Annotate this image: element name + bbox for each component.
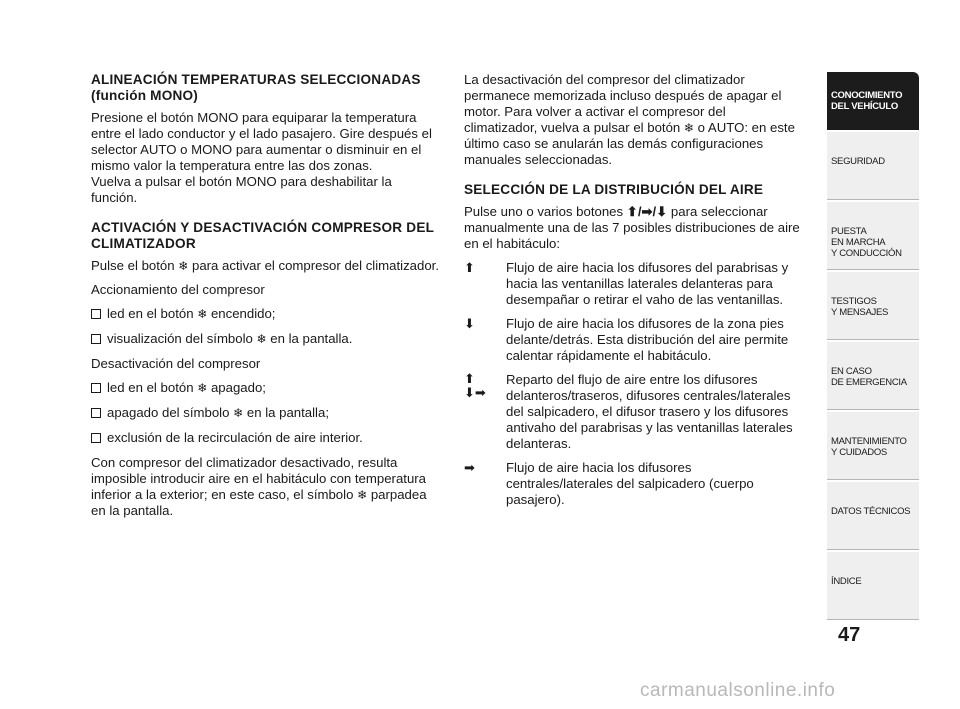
deactivation-label: Desactivación del compresor <box>91 356 261 371</box>
select-after: para seleccionar manualmente una de las 7 posibles distribuciones de aire en el habitáculo: <box>464 204 800 251</box>
chapter-sidebar <box>827 72 919 622</box>
tab-label: TESTIGOS Y MENSAJES <box>831 296 889 318</box>
checkbox-bullet-icon <box>91 383 101 393</box>
intro-before: La desactivación del compresor del climatizador permanece memorizada incluso después de apagar el motor. Para volver a activar el compresor del climatizador, vuelva a pulsar el botón <box>464 72 782 135</box>
snowflake-icon: ❄ <box>357 488 368 502</box>
compressor-snowflake-icon: ❄ <box>178 259 189 273</box>
mono-paragraph <box>91 110 441 206</box>
arrow-right-icon: ➡ <box>464 460 475 475</box>
section-title-compressor: ACTIVACIÓN Y DESACTIVACIÓN COMPRESOR DEL CLIMATIZADOR <box>91 220 434 251</box>
air-distribution-section <box>464 182 802 508</box>
distribution-item <box>464 372 802 452</box>
tab-puesta-en-marcha[interactable] <box>827 202 919 270</box>
left-column <box>91 72 441 527</box>
activation-list <box>91 306 441 347</box>
activation-label: Accionamiento del compresor <box>91 282 265 297</box>
distribution-text: Flujo de aire hacia los difusores de la zona pies delante/detrás. Esta distribución del aire permite calentar rápidamente el habitáculo. <box>506 316 789 363</box>
distribution-text: Reparto del flujo de aire entre los difusores delanteros/traseros, difusores centrales/laterales del salpicadero, el difusor trasero y los difusores antivaho del parabrisas y las ventanillas laterales delanteras. <box>506 372 793 451</box>
item-text: en la pantalla. <box>270 331 353 346</box>
compressor-intro-before: Pulse el botón <box>91 258 175 273</box>
snowflake-icon: ❄ <box>683 121 694 135</box>
snowflake-icon: ❄ <box>197 381 208 395</box>
intro-after: o AUTO: en este último caso se anularán las demás configuraciones manuales seleccionadas. <box>464 120 795 167</box>
compressor-intro <box>91 258 441 274</box>
list-item <box>91 306 441 322</box>
tab-label: PUESTA EN MARCHA Y CONDUCCIÓN <box>831 226 902 259</box>
tab-label: ÍNDICE <box>831 576 862 587</box>
deactivation-list <box>91 380 441 446</box>
page-number: 47 <box>838 624 861 646</box>
tab-mantenimiento[interactable] <box>827 412 919 480</box>
closing-after: parpadea en la pantalla. <box>91 487 427 518</box>
tab-label: SEGURIDAD <box>831 156 885 167</box>
tab-seguridad[interactable] <box>827 132 919 200</box>
item-text: exclusión de la recirculación de aire interior. <box>107 430 363 445</box>
tab-indice[interactable] <box>827 552 919 620</box>
air-buttons-icon: ⬆/➡/⬇ <box>626 204 668 219</box>
list-item <box>91 430 441 446</box>
item-text: apagado; <box>210 380 266 395</box>
tab-testigos[interactable] <box>827 272 919 340</box>
section-title-air-distribution: SELECCIÓN DE LA DISTRIBUCIÓN DEL AIRE <box>464 182 764 197</box>
snowflake-icon: ❄ <box>197 307 208 321</box>
distribution-item <box>464 260 802 308</box>
tab-label: DATOS TÉCNICOS <box>831 506 911 517</box>
checkbox-bullet-icon <box>91 334 101 344</box>
item-text: led en el botón <box>107 380 194 395</box>
list-item <box>91 331 441 347</box>
compressor-intro-after: para activar el compresor del climatizador. <box>192 258 440 273</box>
snowflake-icon: ❄ <box>233 406 244 420</box>
mono-paragraph-2: Vuelva a pulsar el botón MONO para deshabilitar la función. <box>91 174 392 205</box>
checkbox-bullet-icon <box>91 408 101 418</box>
checkbox-bullet-icon <box>91 309 101 319</box>
checkbox-bullet-icon <box>91 433 101 443</box>
compressor-section <box>91 220 441 519</box>
select-before: Pulse uno o varios botones <box>464 204 624 219</box>
air-distribution-intro <box>464 204 802 252</box>
distribution-text: Flujo de aire hacia los difusores centrales/laterales del salpicadero (cuerpo pasajero). <box>506 460 754 507</box>
tab-label: CONOCIMIENTO DEL VEHÍCULO <box>831 90 903 112</box>
distribution-item <box>464 316 802 364</box>
tab-datos-tecnicos[interactable] <box>827 482 919 550</box>
arrow-up-icon: ⬆ <box>464 260 475 275</box>
tab-conocimiento-vehiculo[interactable] <box>827 72 919 130</box>
compressor-closing <box>91 455 441 519</box>
tab-label: MANTENIMIENTO Y CUIDADOS <box>831 436 907 458</box>
arrow-down-icon: ⬇ <box>464 316 475 331</box>
tab-label: EN CASO DE EMERGENCIA <box>831 366 907 388</box>
distribution-text: Flujo de aire hacia los difusores del parabrisas y hacia las ventanillas laterales delanteras para desempañar o retirar el vaho de las ventanillas. <box>506 260 789 307</box>
item-text: encendido; <box>210 306 276 321</box>
arrow-combined-icon: ⬆ ⬇➡ <box>464 371 486 400</box>
section-title-mono: ALINEACIÓN TEMPERATURAS SELECCIONADAS (función MONO) <box>91 72 421 103</box>
item-text: led en el botón <box>107 306 194 321</box>
item-text: en la pantalla; <box>246 405 329 420</box>
item-text: visualización del símbolo <box>107 331 253 346</box>
closing-before: Con compresor del climatizador desactivado, resulta imposible introducir aire en el habitáculo con temperatura inferior a la exterior; en este caso, el símbolo <box>91 455 426 502</box>
item-text: apagado del símbolo <box>107 405 230 420</box>
mono-paragraph-text: Presione el botón MONO para equiparar la temperatura entre el lado conductor y el lado pasajero. Gire después el selector AUTO o MONO para aumentar o disminuir en el mismo valor la temperatura entre las dos zonas. <box>91 110 432 173</box>
watermark: carmanualsonline.info <box>640 680 836 701</box>
memorized-paragraph <box>464 72 802 168</box>
tab-emergencia[interactable] <box>827 342 919 410</box>
list-item <box>91 380 441 396</box>
snowflake-icon: ❄ <box>256 332 267 346</box>
distribution-item <box>464 460 802 508</box>
list-item <box>91 405 441 421</box>
right-column <box>464 72 802 516</box>
